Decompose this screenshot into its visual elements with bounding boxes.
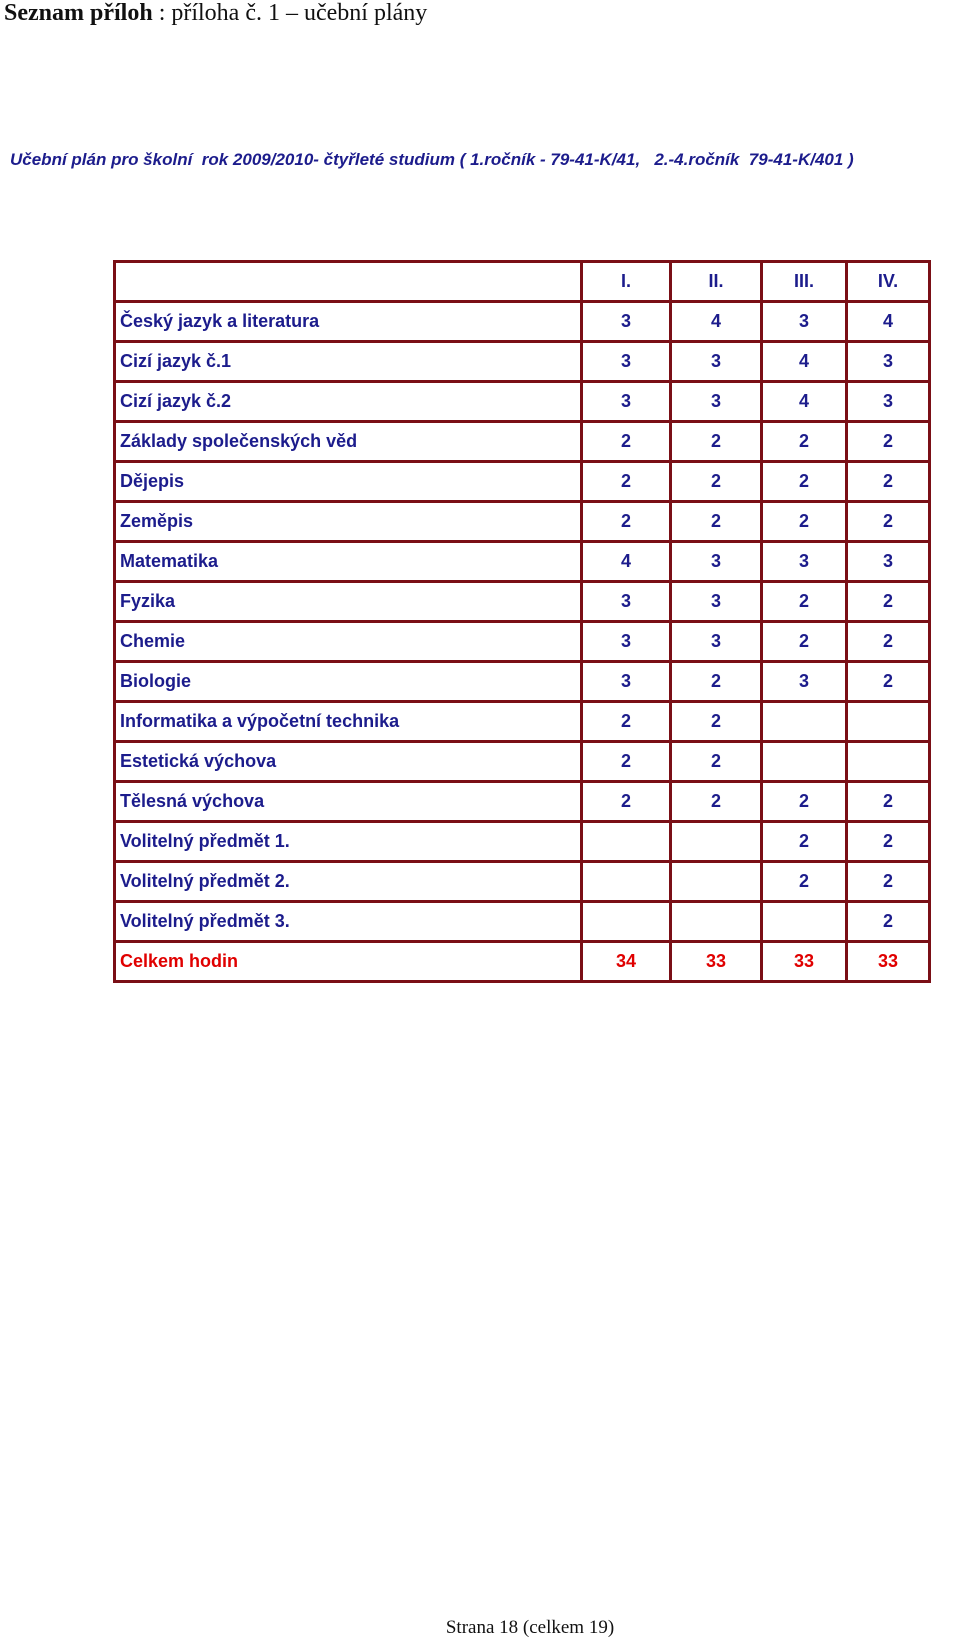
hours-year-4: 2	[847, 782, 930, 822]
table-row	[115, 902, 930, 942]
subject-name: Volitelný předmět 3.	[115, 902, 582, 942]
subject-name: Volitelný předmět 2.	[115, 862, 582, 902]
hours-year-2: 2	[671, 742, 762, 782]
subject-name: Informatika a výpočetní technika	[115, 702, 582, 742]
header-cell-year-2: II.	[671, 262, 762, 302]
hours-year-2: 3	[671, 342, 762, 382]
table-header-row	[115, 262, 930, 302]
hours-year-2: 4	[671, 302, 762, 342]
hours-year-2: 3	[671, 542, 762, 582]
hours-year-3: 2	[762, 862, 847, 902]
hours-year-2	[671, 822, 762, 862]
hours-year-1: 3	[582, 382, 671, 422]
hours-year-1: 3	[582, 342, 671, 382]
table-row	[115, 782, 930, 822]
subject-name: Estetická výchova	[115, 742, 582, 782]
header-cell-year-3: III.	[762, 262, 847, 302]
hours-year-2: 2	[671, 702, 762, 742]
table-row	[115, 462, 930, 502]
table-row	[115, 742, 930, 782]
hours-year-4: 3	[847, 342, 930, 382]
hours-year-2: 2	[671, 462, 762, 502]
hours-year-1: 4	[582, 542, 671, 582]
total-hours-year-4: 33	[847, 942, 930, 982]
subject-name: Cizí jazyk č.1	[115, 342, 582, 382]
subject-name: Fyzika	[115, 582, 582, 622]
hours-year-4: 2	[847, 422, 930, 462]
total-label: Celkem hodin	[115, 942, 582, 982]
hours-year-3	[762, 702, 847, 742]
table-row	[115, 382, 930, 422]
hours-year-2: 2	[671, 782, 762, 822]
hours-year-1	[582, 862, 671, 902]
hours-year-1: 2	[582, 782, 671, 822]
study-plan-table	[113, 260, 931, 983]
hours-year-1: 3	[582, 582, 671, 622]
subject-name: Biologie	[115, 662, 582, 702]
table-row	[115, 622, 930, 662]
hours-year-2: 2	[671, 502, 762, 542]
subject-name: Zeměpis	[115, 502, 582, 542]
hours-year-1: 2	[582, 742, 671, 782]
table-row	[115, 582, 930, 622]
hours-year-1: 3	[582, 302, 671, 342]
subject-name: Český jazyk a literatura	[115, 302, 582, 342]
hours-year-4: 2	[847, 502, 930, 542]
hours-year-2	[671, 862, 762, 902]
subject-name: Chemie	[115, 622, 582, 662]
subject-name: Základy společenských věd	[115, 422, 582, 462]
hours-year-4: 2	[847, 862, 930, 902]
hours-year-2: 3	[671, 382, 762, 422]
total-hours-year-3: 33	[762, 942, 847, 982]
total-hours-year-1: 34	[582, 942, 671, 982]
hours-year-1: 2	[582, 502, 671, 542]
table-row	[115, 542, 930, 582]
document-title	[4, 0, 427, 27]
hours-year-4: 2	[847, 822, 930, 862]
hours-year-1	[582, 822, 671, 862]
hours-year-1: 2	[582, 462, 671, 502]
subject-name: Volitelný předmět 1.	[115, 822, 582, 862]
hours-year-3: 4	[762, 382, 847, 422]
hours-year-4: 2	[847, 582, 930, 622]
hours-year-1	[582, 902, 671, 942]
hours-year-4: 3	[847, 542, 930, 582]
hours-year-1: 3	[582, 622, 671, 662]
hours-year-4: 4	[847, 302, 930, 342]
subject-name: Cizí jazyk č.2	[115, 382, 582, 422]
hours-year-4: 2	[847, 462, 930, 502]
subject-name: Tělesná výchova	[115, 782, 582, 822]
hours-year-3: 2	[762, 422, 847, 462]
hours-year-2: 2	[671, 422, 762, 462]
table-row	[115, 702, 930, 742]
document-title-rest: : příloha č. 1 – učební plány	[152, 0, 428, 26]
subject-name: Matematika	[115, 542, 582, 582]
hours-year-1: 2	[582, 702, 671, 742]
header-cell-year-4: IV.	[847, 262, 930, 302]
hours-year-3: 3	[762, 302, 847, 342]
hours-year-2: 3	[671, 582, 762, 622]
total-hours-year-2: 33	[671, 942, 762, 982]
hours-year-3: 3	[762, 662, 847, 702]
hours-year-3: 4	[762, 342, 847, 382]
hours-year-1: 2	[582, 422, 671, 462]
study-plan-title: Učební plán pro školní rok 2009/2010- čtyřleté studium ( 1.ročník - 79-41-K/41, 2.-4.ročník 79-41-K/401 )	[10, 150, 854, 169]
hours-year-3: 2	[762, 622, 847, 662]
hours-year-3: 2	[762, 822, 847, 862]
table-row	[115, 502, 930, 542]
hours-year-3: 2	[762, 782, 847, 822]
hours-year-4	[847, 702, 930, 742]
hours-year-3: 3	[762, 542, 847, 582]
hours-year-4	[847, 742, 930, 782]
table-row	[115, 422, 930, 462]
table-row	[115, 662, 930, 702]
hours-year-4: 2	[847, 662, 930, 702]
hours-year-4: 3	[847, 382, 930, 422]
subject-name: Dějepis	[115, 462, 582, 502]
page-footer: Strana 18 (celkem 19)	[445, 1617, 615, 1638]
total-row	[115, 942, 930, 982]
header-cell-year-1: I.	[582, 262, 671, 302]
table-row	[115, 862, 930, 902]
hours-year-4: 2	[847, 902, 930, 942]
hours-year-3	[762, 742, 847, 782]
hours-year-2: 2	[671, 662, 762, 702]
table-row	[115, 822, 930, 862]
table-row	[115, 302, 930, 342]
hours-year-2: 3	[671, 622, 762, 662]
hours-year-1: 3	[582, 662, 671, 702]
header-cell-subject	[115, 262, 582, 302]
hours-year-3: 2	[762, 462, 847, 502]
hours-year-4: 2	[847, 622, 930, 662]
hours-year-3: 2	[762, 582, 847, 622]
document-title-bold: Seznam příloh	[4, 0, 153, 26]
hours-year-3: 2	[762, 502, 847, 542]
table-row	[115, 342, 930, 382]
hours-year-2	[671, 902, 762, 942]
hours-year-3	[762, 902, 847, 942]
study-plan-table-body	[115, 262, 930, 982]
